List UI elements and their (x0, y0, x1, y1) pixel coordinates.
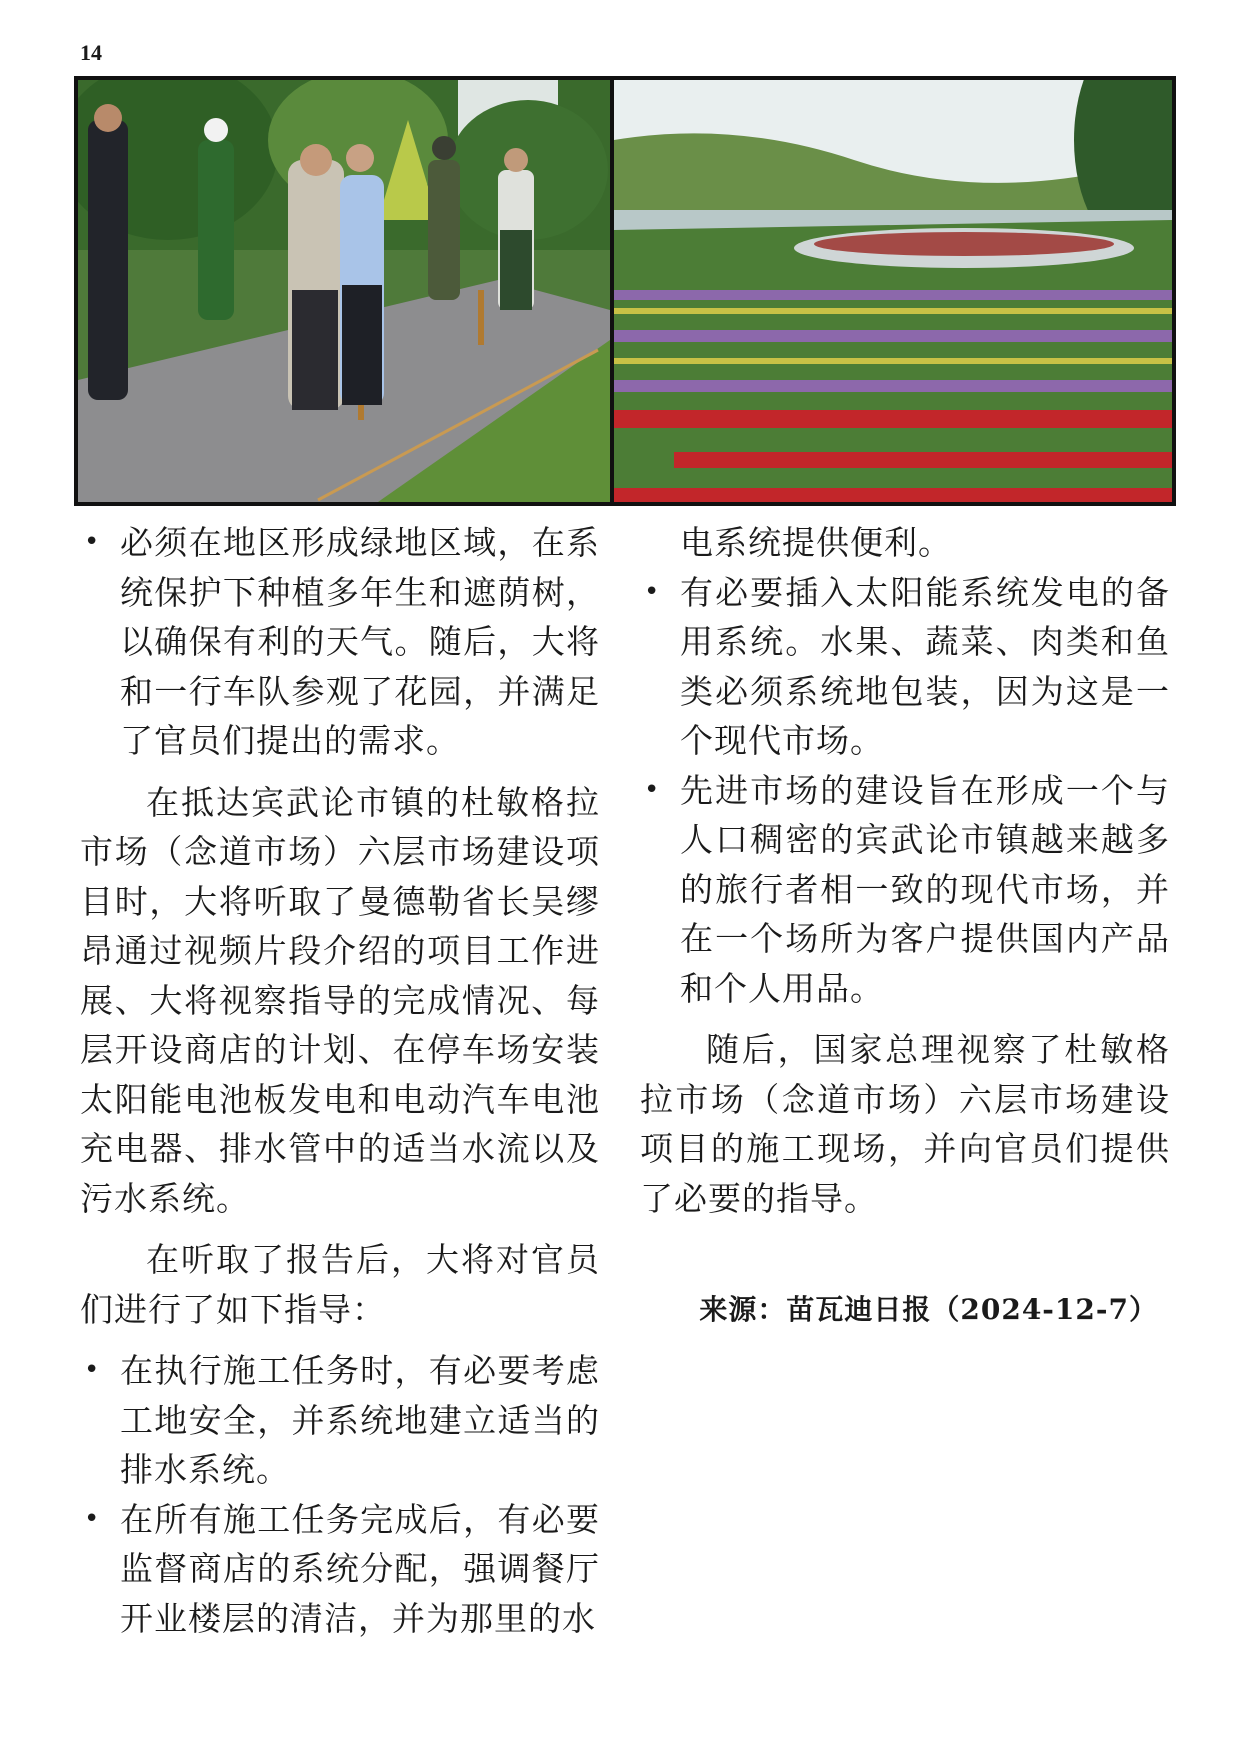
list-item (640, 568, 1170, 766)
list-item-text: 在所有施工任务完成后，有必要监督商店的系统分配，强调餐厅开业楼层的清洁，并为那里的水 (120, 1499, 600, 1638)
list-item (640, 766, 1170, 1014)
source-citation: 来源：苗瓦迪日报（2024-12-7） (699, 1293, 1158, 1326)
list-item (80, 1495, 600, 1644)
bullet-icon: • (644, 774, 661, 805)
page-number: 14 (80, 40, 102, 65)
bullet-icon: • (84, 1503, 101, 1534)
left-text-column (80, 518, 600, 1655)
paragraph: 在抵达宾武论市镇的杜敏格拉市场（念道市场）六层市场建设项目时，大将听取了曼德勒省长吴缪昂通过视频片段介绍的项目工作进展、大将视察指导的完成情况、每层开设商店的计划、在停车场安装太阳能电池板发电和电动汽车电池充电器、排水管中的适当水流以及污水系统。 (80, 782, 600, 1218)
list-item-text: 在执行施工任务时，有必要考虑工地安全，并系统地建立适当的排水系统。 (120, 1351, 600, 1489)
list-item-text: 必须在地区形成绿地区域，在系统保护下种植多年生和遮荫树，以确保有利的天气。随后，大将和一行车队参观了花园，并满足了官员们提出的需求。 (120, 523, 600, 760)
continued-text: 电系统提供便利。 (680, 523, 952, 562)
flower-garden-photo (610, 76, 1176, 506)
right-bullet-list (640, 568, 1170, 1014)
bullet-icon: • (84, 527, 101, 557)
bullet-icon: • (84, 1355, 101, 1385)
list-item (80, 518, 600, 766)
officials-inspecting-garden-photo (74, 76, 614, 506)
list-item-text: 先进市场的建设旨在形成一个与人口稠密的宾武论市镇越来越多的旅行者相一致的现代市场，并在一个场所为客户提供国内产品和个人用品。 (680, 770, 1170, 1008)
list-item-text: 有必要插入太阳能系统发电的备用系统。水果、蔬菜、肉类和鱼类必须系统地包装，因为这是一个现代市场。 (680, 572, 1170, 760)
left-bullet-list-top (80, 518, 600, 766)
bullet-icon: • (644, 576, 661, 607)
paragraph: 在听取了报告后，大将对官员们进行了如下指导： (80, 1240, 600, 1329)
paragraph: 随后，国家总理视察了杜敏格拉市场（念道市场）六层市场建设项目的施工现场，并向官员们提供了必要的指导。 (640, 1030, 1170, 1218)
left-bullet-list-bottom (80, 1346, 600, 1643)
list-item (80, 1346, 600, 1495)
right-text-column (640, 518, 1170, 1335)
